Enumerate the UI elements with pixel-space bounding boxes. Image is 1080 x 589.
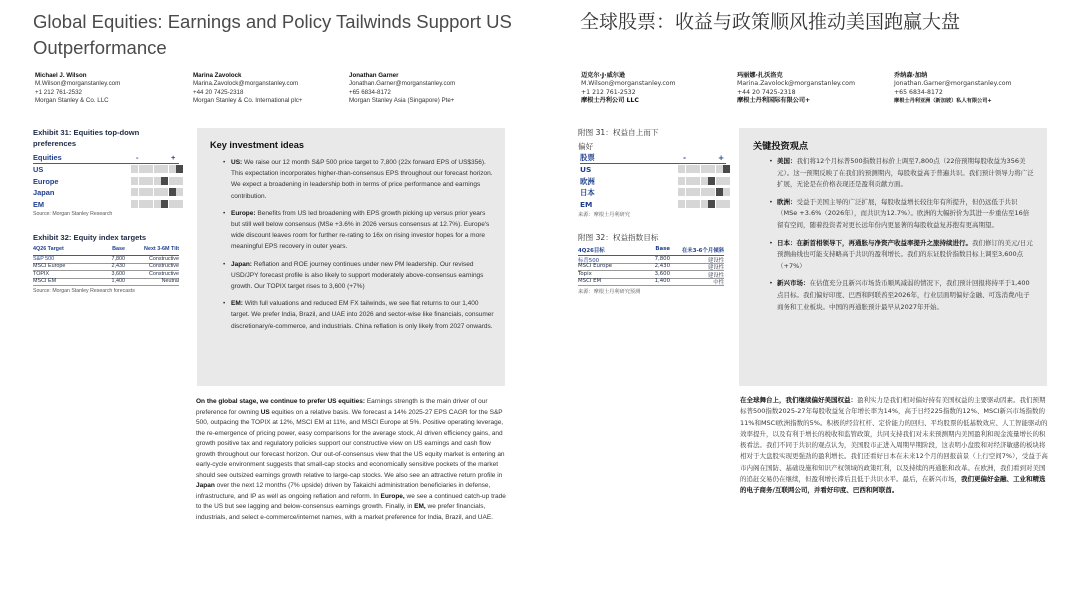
- preference-label: EM: [33, 199, 45, 209]
- preference-marker: [708, 200, 715, 208]
- key-idea-lead: US:: [231, 159, 243, 166]
- author-name: Jonathan Garner: [349, 72, 399, 79]
- header-target: 4Q26 Target: [33, 246, 64, 252]
- preference-row: [580, 199, 730, 210]
- preference-cell: [154, 165, 161, 173]
- header-tilt: Next 3-6M Tilt: [144, 246, 179, 252]
- preference-cell: [693, 200, 700, 208]
- preference-cell: [686, 165, 693, 173]
- preference-cell: [678, 177, 685, 185]
- key-idea-lead: 欧洲：: [777, 197, 797, 206]
- header-tilt: 在未3-6个月倾斜: [681, 248, 724, 254]
- index-base: 7,800: [654, 256, 670, 262]
- page-title-cn: 全球股票：收益与政策顺风推动美国跑赢大盘: [580, 11, 961, 33]
- exhibit-32-title-cn: 附图 32：权益指数目标: [578, 233, 659, 242]
- preference-cell: [154, 188, 161, 196]
- exhibit-31-title-cn: 附图 31：权益自上而下: [578, 128, 659, 137]
- index-target-row: [578, 278, 724, 286]
- index-tilt: Constructive: [149, 270, 179, 277]
- preference-cell: [693, 177, 700, 185]
- key-idea-text: 我们将12个月标普500指数目标价上调至7,800点（22倍预期每股收益为356美元）。这一预期反映了在我们的预测期内，每股收益高于普遍共识。我们预计领导力将广泛扩展，无论是在价格表现还是盈利贡献方面。: [777, 157, 1034, 189]
- index-base: 3,600: [654, 270, 670, 277]
- body-text-4: we see a continued catch-up trade to the US but see lagging and below-consensus earnings growth. Finally, in: [196, 492, 506, 510]
- author-firm: Morgan Stanley & Co. International plc+: [193, 96, 303, 104]
- preference-label: EM: [580, 199, 593, 209]
- body-tail-cn: 我们更偏好金融、工业和精选的电子商务/互联网公司，并看好印度、巴西和阿联酋。: [740, 475, 1046, 495]
- author-phone: +1 212 761-2532: [35, 88, 82, 96]
- preference-cell: [723, 200, 730, 208]
- author-phone: +65 6834-8172: [894, 88, 943, 96]
- author-zavolock-cn: [737, 72, 855, 105]
- author-phone: +1 212 761-2532: [581, 88, 636, 96]
- preference-row: [580, 176, 730, 187]
- exhibit-31-source-cn: 来源：摩根士丹利研究: [578, 212, 630, 218]
- author-name: Marina Zavolock: [193, 72, 242, 79]
- author-email[interactable]: M.Wilson@morganstanley.com: [581, 80, 676, 88]
- index-name: 标普500: [578, 258, 600, 264]
- key-idea-text: 受益于美国主导的广泛扩展，每股收益增长较往年有所提升，但仍远低于共识（MSe +3.6%（2026年），而共识为12.7%）。欧洲的大幅折价为其进一步重估至16倍留有空间，随着投资者对更长远年份内更显著的每股收益复苏抱有更高期望。: [777, 197, 1030, 229]
- preference-cell: [693, 188, 700, 196]
- index-base: 1,400: [654, 278, 670, 285]
- index-targets-header: [33, 246, 179, 256]
- preference-label: Europe: [33, 176, 59, 186]
- preference-cell: [139, 165, 146, 173]
- preference-cell: [139, 200, 146, 208]
- index-targets-table: [33, 246, 183, 286]
- key-idea-text: Reflation and ROE journey continues under new PM leadership. Our revised USD/JPY forecast profile is also likely to support moderately above-consensus earnings growth. Our TOPIX target rises to 3,600 (+7%): [231, 260, 484, 291]
- preference-cell: [686, 177, 693, 185]
- preference-cell: [708, 165, 715, 173]
- author-firm: 摩根士丹利国际有限公司+: [737, 96, 811, 104]
- body-text-5: we prefer financials, industrials, and select e-commerce/internet names, with a market preference for India, Brazil, and UAE.: [196, 503, 493, 521]
- author-email[interactable]: M.Wilson@morganstanley.com: [35, 80, 121, 88]
- exhibit-31-title2-cn: 偏好: [578, 142, 594, 151]
- preference-marker: [708, 177, 715, 185]
- key-idea-item: [769, 197, 1035, 232]
- author-phone: +65 6834-8172: [349, 88, 391, 96]
- minus-label: -: [136, 153, 139, 162]
- minus-label: -: [683, 153, 687, 162]
- preference-cell: [723, 188, 730, 196]
- preference-marker: [176, 165, 183, 173]
- key-idea-lead: 美国：: [777, 157, 797, 165]
- preference-cell: [723, 177, 730, 185]
- preference-cell: [169, 165, 176, 173]
- body-japan: Japan: [196, 482, 215, 489]
- preference-marker: [716, 188, 723, 196]
- index-name: MSCI EM: [33, 278, 57, 285]
- preference-row: [33, 199, 183, 210]
- body-text-cn: 盈利实力是我们相对偏好持有美国权益的主要驱动因素。我们预期标普500指数2025-27年每股收益复合年增长率为14%，高于日经225指数的12%、MSCI新兴市场指数的11%和MSCI欧洲指数的5%。积极的经营杠杆、定价能力的回归、平均股票的低基数效应、人工智能驱动的效率提升，以及有利于增长的税收和监管政策，共同支持我们对未来预测期内美国盈利和现金流量增长的积极看法。我们不同于共识的观点认为，美国股市正进入周期早期阶段，这表明小盘股和对经济敏感的板块将相对于大盘股实现更强劲的盈利增长。我们还看好日本在未来12个月的回报前景（上行空间7%），受益于高市内阁在国防、基础设施和知识产权领域的政策红利，以及持续的再通胀和改革。在欧洲，我们看到对美国的追赶交易仍在继续，但盈利增长滞后且低于共识水平。最后，在新兴市场，: [740, 396, 1048, 484]
- author-email[interactable]: Marina.Zavolock@morganstanley.com: [193, 80, 299, 88]
- preference-cell: [701, 165, 708, 173]
- preferences-header: [33, 152, 179, 164]
- index-target-row: [33, 278, 179, 286]
- key-idea-item: [769, 278, 1035, 313]
- key-idea-text: Benefits from US led broadening with EPS growth picking up versus prior years but still well below consensus (MSe +3.6% in 2026 versus consensus at 12.7%). Europe's wide discount leaves room for further re-rating to 16x on rising investor hopes for a more meaningful EPS recovery in outer years.: [231, 209, 490, 251]
- author-name: 迈克尔·J·威尔逊: [581, 72, 626, 79]
- body-lead: On the global stage, we continue to prefer US equities:: [196, 398, 366, 405]
- index-base: 1,400: [111, 278, 125, 285]
- author-name: 乔纳森·加纳: [894, 72, 928, 79]
- preference-cell: [693, 165, 700, 173]
- preference-cell: [131, 188, 138, 196]
- index-base: 3,600: [111, 270, 125, 277]
- preference-label: 日本: [580, 188, 595, 197]
- preference-cell: [139, 188, 146, 196]
- body-us: US: [260, 408, 270, 416]
- chinese-column: [540, 0, 1080, 589]
- author-wilson: [35, 72, 120, 105]
- preference-label: US: [580, 165, 592, 174]
- body-europe: Europe,: [380, 492, 405, 500]
- author-firm: 摩根士丹利公司 LLC: [581, 96, 639, 104]
- exhibit-32-title: Exhibit 32: Equity index targets: [33, 233, 147, 242]
- index-targets-table-cn: [578, 246, 728, 286]
- index-tilt: 中性: [713, 280, 724, 287]
- index-tilt: 建设性: [707, 265, 724, 272]
- header-base: Base: [112, 246, 125, 252]
- preference-marker: [723, 165, 730, 173]
- author-name: Michael J. Wilson: [35, 72, 87, 79]
- author-firm: Morgan Stanley & Co. LLC: [35, 96, 109, 104]
- preference-cell: [146, 200, 153, 208]
- key-ideas-box-cn: [739, 128, 1047, 386]
- key-idea-item: [769, 156, 1035, 191]
- key-idea-item: [223, 157, 495, 202]
- preference-cell: [131, 177, 138, 185]
- author-zavolock: [193, 72, 303, 105]
- index-name: S&P 500: [33, 256, 55, 262]
- preference-label: Japan: [33, 188, 55, 197]
- key-idea-text: We raise our 12 month S&P 500 price target to 7,800 (22x forward EPS of US$356). This expectation incorporates higher-than-consensus EPS throughout our forecast horizon. We expect a broadening in leadership both in terms of price performance and earnings contribution.: [231, 159, 493, 200]
- header-target: 4Q26目标: [578, 248, 605, 254]
- index-name: MSCI Europe: [33, 263, 66, 270]
- preference-marker: [161, 177, 168, 185]
- header-base: Base: [655, 246, 670, 252]
- preference-row: [33, 164, 183, 175]
- author-wilson-cn: [581, 72, 676, 105]
- body-lead-cn: 在全球舞台上，我们继续偏好美国权益：: [740, 396, 857, 404]
- preference-cell: [708, 188, 715, 196]
- index-targets-header-cn: [578, 246, 724, 256]
- preference-cell: [146, 165, 153, 173]
- author-phone: +44 20 7425-2318: [193, 88, 244, 96]
- preference-cell: [139, 177, 146, 185]
- key-ideas-heading: Key investment ideas: [210, 140, 304, 150]
- preference-row: [580, 164, 730, 175]
- preference-cell: [716, 177, 723, 185]
- exhibit-32-source-cn: 来源：摩根士丹利研究预测: [578, 289, 641, 295]
- key-idea-lead: EM:: [231, 300, 243, 308]
- preference-cell: [146, 177, 153, 185]
- index-name: MSCI Europe: [578, 263, 613, 270]
- key-idea-text: 在估值充分且新兴市场货币顺风减弱的情况下，我们预计回报将持平于1,400点目标。我们偏好印度、巴西和阿联酋至2026年，行业层面明偏好金融、可选消费/电子商务和工业板块。中国的再通胀预计最早从2027年开始。: [777, 279, 1030, 311]
- preference-cell: [154, 200, 161, 208]
- key-idea-lead: 新兴市场：: [777, 279, 810, 288]
- key-idea-lead: 日本：在新首相领导下，再通胀与净资产收益率提升之旅持续进行。: [777, 238, 972, 247]
- author-firm: 摩根士丹利亚洲（新加坡）私人有限公司+: [894, 97, 992, 104]
- body-text-3: over the next 12 months (7% upside) driven by Takaichi administration beneficiaries in defense, infrastructure, and IP as well as ongoing reflation and reform. In: [196, 482, 491, 500]
- preference-cell: [678, 200, 685, 208]
- preference-cell: [176, 177, 183, 185]
- preference-row: [33, 176, 183, 187]
- body-em: EM,: [414, 503, 426, 510]
- body-paragraph-cn: [740, 395, 1048, 497]
- preference-cell: [146, 188, 153, 196]
- author-garner-cn: [894, 72, 1012, 105]
- index-base: 2,430: [654, 263, 670, 270]
- plus-label: +: [718, 153, 725, 162]
- preference-cell: [161, 165, 168, 173]
- key-idea-item: [223, 259, 495, 293]
- exhibit-32-source: Source: Morgan Stanley Research forecasts: [33, 288, 135, 294]
- body-text-2: equities on a relative basis. We forecast a 14% 2025-27 EPS CAGR for the S&P 500, outpacing the TOPIX at 12%, MSCI EM at 11%, and MSCI Europe at 5%. Positive operating leverage, the re-emergence of pricing power, easy comparisons for the average stock, AI driven efficiency gains, and growth positive tax and regulatory policies support our constructive view on US earnings and cash flow growth throughout our forecast horizon. Our out-of-consensus view that the US equity market is entering an early-cycle environment suggests that small-cap stocks and economically sensitive pockets of the market should see outsized earnings growth relative to large-cap stocks. We also see an attractive return profile in: [196, 408, 505, 479]
- index-name: Topix: [578, 270, 592, 277]
- index-tilt: Neutral: [161, 278, 179, 285]
- preference-marker: [161, 200, 168, 208]
- preference-label: US: [33, 165, 44, 174]
- preference-row: [580, 187, 730, 198]
- preference-cell: [701, 188, 708, 196]
- preference-cell: [686, 188, 693, 196]
- preference-cell: [169, 200, 176, 208]
- key-ideas-box: [197, 128, 505, 386]
- key-idea-item: [223, 298, 495, 332]
- body-paragraph: [196, 397, 506, 523]
- author-firm: Morgan Stanley Asia (Singapore) Pte+: [349, 96, 455, 104]
- preference-row: [33, 187, 183, 198]
- key-idea-text: With full valuations and reduced EM FX tailwinds, we see flat returns to our 1,400 target. We prefer India, Brazil, and UAE into 2026 and sector-wise like financials, consumer discretionary/e-commerce, and industrials. China reflation is only likely from 2027 onwards.: [231, 300, 494, 330]
- index-base: 7,800: [111, 256, 125, 262]
- preference-cell: [131, 200, 138, 208]
- index-tilt: 建设性: [707, 272, 724, 279]
- author-phone: +44 20 7425-2318: [737, 88, 796, 96]
- preference-cell: [716, 165, 723, 173]
- plus-label: +: [171, 153, 176, 162]
- key-ideas-heading-cn: 关键投资观点: [753, 141, 809, 152]
- author-email[interactable]: Jonathan.Garner@morganstanley.com: [894, 80, 1012, 88]
- preference-cell: [176, 200, 183, 208]
- index-name: TOPIX: [33, 270, 50, 277]
- author-garner: [349, 72, 455, 105]
- key-idea-text: 我们修订的美元/日元预测曲线也可能支持略高于共识的盈利增长。我们的东证股价指数目标上调至3,600点（+7%）: [777, 238, 1033, 270]
- preference-cell: [176, 188, 183, 196]
- preference-cell: [678, 188, 685, 196]
- key-idea-lead: Japan:: [231, 260, 252, 268]
- author-email[interactable]: Jonathan.Garner@morganstanley.com: [349, 80, 456, 88]
- preference-cell: [716, 200, 723, 208]
- preference-cell: [701, 177, 708, 185]
- preference-cell: [686, 200, 693, 208]
- author-email[interactable]: Marina.Zavolock@morganstanley.com: [737, 80, 855, 88]
- key-idea-item: [223, 208, 495, 253]
- preferences-header-cn: [580, 152, 726, 164]
- preference-cell: [161, 188, 168, 196]
- index-tilt: 建设性: [707, 258, 724, 264]
- index-base: 2,430: [111, 263, 125, 270]
- body-text-1: Earnings strength is the main driver of our preference for owning: [196, 398, 488, 416]
- preference-cell: [169, 177, 176, 185]
- exhibit-31-title: Exhibit 31: Equities top-down preferences: [33, 128, 140, 148]
- preference-cell: [154, 177, 161, 185]
- index-tilt: Constructive: [149, 263, 179, 270]
- key-ideas-list: [223, 157, 495, 338]
- preferences-header-label: 股票: [580, 153, 595, 162]
- preference-cell: [678, 165, 685, 173]
- page-title: Global Equities: Earnings and Policy Tailwinds Support US Outperformance: [33, 11, 512, 58]
- key-idea-item: [769, 238, 1035, 273]
- preference-label: 欧洲: [580, 176, 595, 186]
- author-name: 玛丽娜·扎沃洛克: [737, 72, 783, 79]
- preference-cell: [701, 200, 708, 208]
- preference-cell: [131, 165, 138, 173]
- key-idea-lead: Europe:: [231, 209, 256, 217]
- index-name: MSCI EM: [578, 278, 602, 285]
- exhibit-31-source: Source: Morgan Stanley Research: [33, 211, 113, 217]
- key-ideas-list-cn: [769, 156, 1035, 319]
- preference-marker: [169, 188, 176, 196]
- index-tilt: Constructive: [149, 256, 179, 262]
- preferences-header-label: Equities: [33, 153, 62, 162]
